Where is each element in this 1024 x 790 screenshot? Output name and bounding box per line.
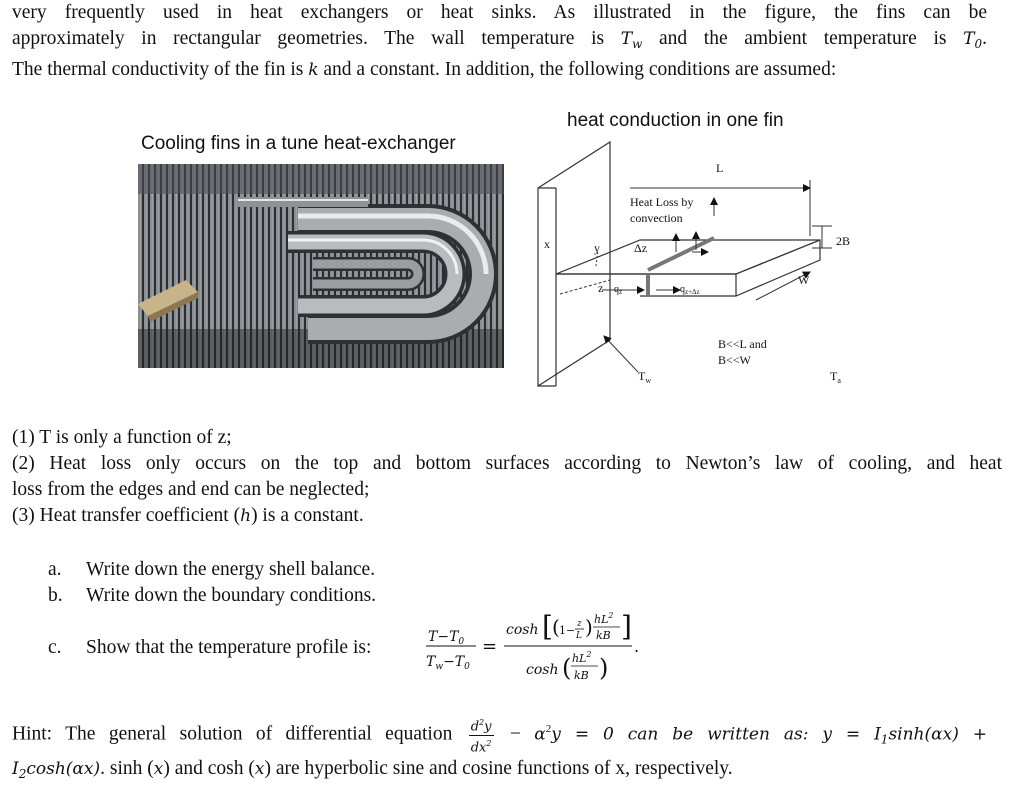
hint-solution-sub: 1: [880, 732, 889, 747]
bracket-close: ]: [621, 610, 632, 643]
label-heat-loss: Heat Loss by: [630, 195, 694, 209]
label-Tw: $T_w$: [638, 369, 652, 385]
z-over-L-num: z: [577, 619, 582, 629]
hint-solution: y = I: [822, 724, 881, 745]
label-z: z: [598, 281, 604, 295]
assumption-2b: loss from the edges and end can be neglected;: [12, 479, 370, 500]
intro-text: and the ambient temperature is: [642, 27, 964, 49]
x-symbol: x: [153, 759, 164, 779]
cooling-fins-photo: [138, 164, 504, 368]
ambient-temp-subscript: 0: [974, 36, 983, 51]
hint-text: ) and cosh (: [163, 758, 255, 779]
task-c-label: c.: [48, 637, 62, 658]
label-cond-2: B<<W: [718, 353, 751, 367]
assumption-text: (3) Heat transfer coefficient (: [12, 505, 241, 526]
one-minus: 1−: [559, 624, 576, 637]
cooling-fins-illustration: [138, 164, 504, 368]
bracket-open: [: [542, 610, 553, 643]
rhs-cosh-denominator: cosh: [526, 662, 559, 678]
label-Ta: $T_a$: [830, 369, 841, 385]
task-a: [48, 559, 548, 583]
intro-text: The thermal conductivity of the fin is: [12, 59, 309, 80]
kB-den-den: kB: [574, 669, 589, 682]
hint-text: −: [496, 723, 535, 745]
hint-text: ) are hyperbolic sine and cosine functions of x, respectively.: [264, 758, 733, 779]
equation-period: .: [634, 637, 640, 656]
paren-open: (: [552, 615, 560, 639]
wall-temp-symbol: T: [620, 28, 633, 49]
hint-text: . sinh (: [100, 758, 154, 779]
x-symbol: x: [254, 759, 265, 779]
slice: [648, 238, 714, 270]
fin-diagram-svg: [520, 140, 880, 392]
hL2-num-den: $hL^2$: [572, 650, 592, 665]
tw-arrow: [604, 336, 638, 372]
h-symbol: h: [240, 506, 252, 526]
intro-line-1: very frequently used in heat exchangers or heat sinks. As illustrated in the figure, the fins can be: [12, 2, 987, 23]
hint-text: Hint: The general solution of differential equation: [12, 723, 466, 745]
kB-den: kB: [596, 629, 611, 642]
hint-text: y = 0 can be written as:: [551, 724, 823, 745]
diagram-caption: heat conduction in one fin: [567, 110, 784, 131]
hint-solution: sinh(αx) +: [888, 724, 988, 745]
rhs-cosh-numerator: cosh: [506, 622, 539, 638]
assumption-text: ) is a constant.: [251, 505, 364, 526]
label-y: y: [594, 241, 600, 255]
hL2-num: $hL^2$: [594, 611, 614, 626]
intro-text: .: [982, 27, 987, 49]
assumption-3: [12, 503, 1002, 529]
intro-line-3: [12, 57, 987, 84]
label-cond-1: B<<L and: [718, 337, 767, 351]
alpha-sup: 2: [545, 723, 552, 735]
label-qzdz: $q_{z+\Delta z}$: [680, 284, 700, 296]
fin-diagram: [520, 140, 880, 392]
photo-caption: Cooling fins in a tune heat-exchanger: [141, 133, 456, 154]
label-qz: $q_z$: [614, 284, 623, 296]
lhs-numerator: $T-T_0$: [428, 629, 465, 647]
assumption-2a: (2) Heat loss only occurs on the top and bottom surfaces according to Newton’s law of cooling, and heat: [12, 453, 1002, 474]
alpha-symbol: α: [534, 724, 546, 745]
hint-solution-sub: 2: [18, 767, 27, 781]
intro-text: approximately in rectangular geometries. The wall temperature is: [12, 27, 621, 49]
label-L: L: [716, 161, 724, 175]
label-W: W: [798, 273, 810, 287]
hint-derivative: $\frac{d^2y}{dx^2}$: [469, 715, 494, 755]
label-convection: convection: [630, 211, 683, 225]
paren-close-den: ): [599, 654, 609, 682]
assumptions: [12, 425, 1002, 529]
hint-solution: I: [12, 759, 19, 779]
label-dz: Δz: [634, 241, 648, 255]
hint-line-2: [12, 753, 987, 790]
assumption-1: (1) T is only a function of z;: [12, 427, 232, 448]
paren-open-den: (: [562, 654, 572, 682]
intro-paragraph: [12, 0, 987, 84]
wall-temp-subscript: w: [632, 36, 643, 51]
intro-line-2: [12, 26, 987, 58]
z-over-L-den: L: [576, 631, 582, 641]
task-c-text: Show that the temperature profile is:: [86, 637, 372, 658]
intro-text: and a constant. In addition, the following conditions are assumed:: [318, 59, 837, 80]
ambient-temp-symbol: T: [963, 28, 975, 49]
label-x: x: [544, 237, 550, 251]
wall: [538, 142, 610, 386]
hint-line-1: [12, 713, 988, 755]
task-b-label: b.: [48, 585, 63, 606]
conductivity-symbol: k: [308, 60, 319, 80]
label-2B: 2B: [836, 234, 851, 248]
equals-sign: =: [482, 636, 498, 657]
task-b-text: Write down the boundary conditions.: [86, 585, 377, 606]
task-a-label: a.: [48, 559, 62, 580]
task-a-text: Write down the energy shell balance.: [86, 559, 376, 580]
paren-close: ): [585, 615, 593, 639]
equation-svg: [420, 604, 650, 690]
hint-solution: cosh(αx): [26, 759, 101, 779]
lhs-denominator: $T_w-T_0$: [426, 654, 470, 672]
